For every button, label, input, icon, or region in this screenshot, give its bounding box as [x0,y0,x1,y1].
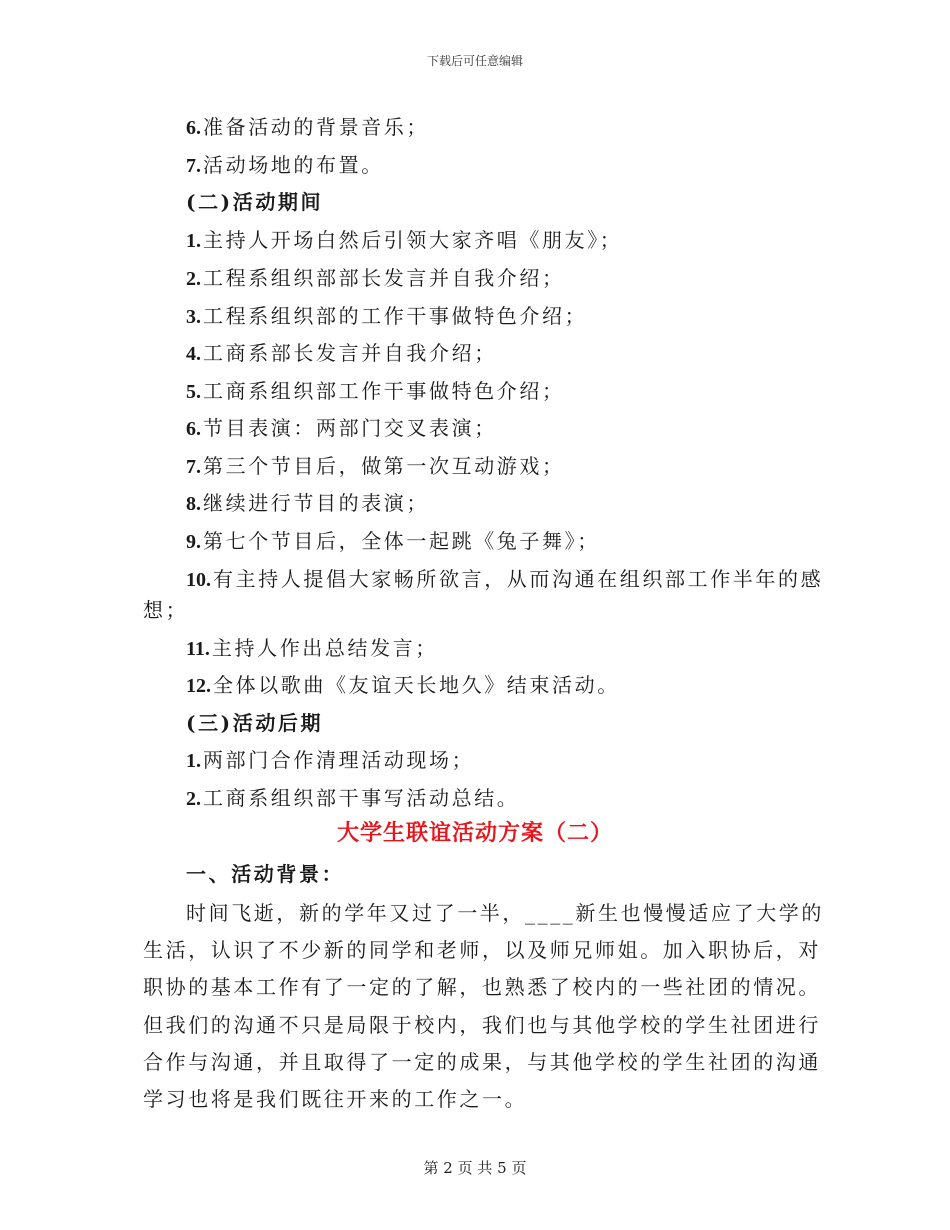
list-item-continuation: 想； [143,598,189,622]
page-footer: 第 2 页 共 5 页 [423,1159,527,1177]
item-number: 2. [186,788,201,810]
item-number: 2. [186,268,201,290]
list-item [186,415,497,442]
item-text: 活动场地的布置。 [203,153,384,177]
subsection-heading: (二)活动期间 [186,190,324,214]
item-text: 主持人开场白然后引领大家齐唱《朋友》； [203,228,623,252]
list-item [186,453,565,480]
list-item [186,566,823,593]
item-text: 第七个节目后，全体一起跳《兔子舞》； [203,529,600,553]
paragraph-line: 但我们的沟通不只是局限于校内，我们也与其他学校的学生社团进行 [143,1013,821,1037]
item-text: 全体以歌曲《友谊天长地久》结束活动。 [213,673,620,697]
item-number: 9. [186,531,201,553]
list-item [186,340,497,367]
item-number: 5. [186,381,201,403]
item-text: 工商系组织部干事写活动总结。 [203,786,520,810]
item-text: 工商系部长发言并自我介绍； [203,341,497,365]
paragraph-line: 生活，认识了不少新的同学和老师，以及师兄师姐。加入职协后，对 [143,938,821,962]
list-item [186,265,565,292]
item-number: 10. [186,569,211,591]
list-item [186,672,620,699]
section-heading: 一、活动背景： [186,862,345,886]
item-number: 1. [186,750,201,772]
item-text: 第三个节目后，做第一次互动游戏； [203,454,565,478]
item-number: 4. [186,343,201,365]
item-number: 6. [186,117,201,139]
list-item [186,747,474,774]
item-text: 节目表演：两部门交叉表演； [203,416,497,440]
list-item [186,785,519,812]
list-item [186,635,438,662]
item-number: 3. [186,306,201,328]
subsection-heading: (三)活动后期 [186,711,324,735]
item-text: 准备活动的背景音乐； [203,115,429,139]
paragraph-line: 时间飞逝，新的学年又过了一半，____新生也慢慢适应了大学的 [186,901,824,925]
section-title: 大学生联谊活动方案（二） [336,820,613,846]
list-item [186,490,429,517]
item-text: 工程系组织部的工作干事做特色介绍； [203,304,588,328]
item-number: 11. [186,638,210,660]
item-text: 两部门合作清理活动现场； [203,748,475,772]
item-number: 1. [186,230,201,252]
item-number: 6. [186,418,201,440]
page-header: 下载后可任意编辑 [426,54,523,68]
list-item [186,303,587,330]
list-item [186,114,429,141]
list-item [186,378,565,405]
item-text: 继续进行节目的表演； [203,491,429,515]
item-text: 工程系组织部部长发言并自我介绍； [203,266,565,290]
item-number: 7. [186,155,201,177]
list-item [186,227,622,254]
item-number: 7. [186,456,201,478]
item-text: 主持人作出总结发言； [211,636,438,660]
item-number: 12. [186,675,211,697]
paragraph-line: 学习也将是我们既往开来的工作之一。 [143,1087,528,1111]
paragraph-line: 合作与沟通，并且取得了一定的成果，与其他学校的学生社团的沟通 [143,1050,821,1074]
paragraph-line: 职协的基本工作有了一定的了解，也熟悉了校内的一些社团的情况。 [143,975,821,999]
item-number: 8. [186,493,201,515]
item-text: 有主持人提倡大家畅所欲言，从而沟通在组织部工作半年的感 [213,567,824,591]
list-item [186,152,384,179]
list-item [186,528,600,555]
item-text: 工商系组织部工作干事做特色介绍； [203,379,565,403]
